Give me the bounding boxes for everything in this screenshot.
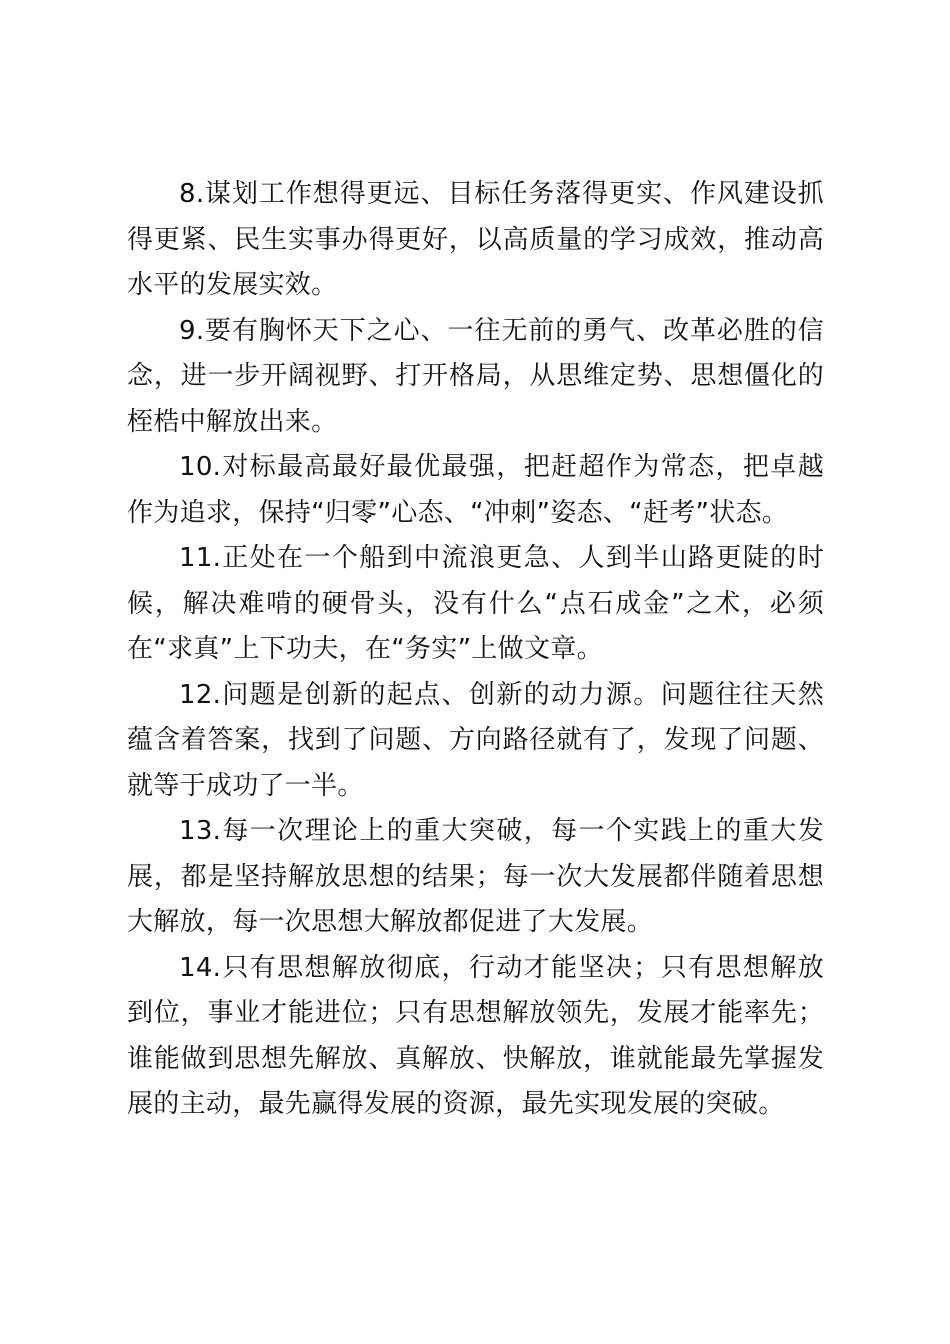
paragraph-11: 11.正处在一个船到中流浪更急、人到半山路更陡的时候，解决难啃的硬骨头，没有什么“点石成金”之术，必须在“求真”上下功夫，在“务实”上做文章。 (127, 543, 824, 664)
paragraph-12: 12.问题是创新的起点、创新的动力源。问题往往天然蕴含着答案，找到了问题、方向路径就有了，发现了问题、就等于成功了一半。 (127, 679, 824, 801)
paragraph-9: 9.要有胸怀天下之心、一往无前的勇气、改革必胜的信念，进一步开阔视野、打开格局，从思维定势、思想僵化的桎梏中解放出来。 (127, 315, 824, 437)
paragraph-10: 10.对标最高最好最优最强，把赶超作为常态，把卓越作为追求，保持“归零”心态、“冲刺”姿态、“赶考”状态。 (127, 452, 824, 528)
document-body (127, 172, 824, 1128)
paragraph-8: 8.谋划工作想得更远、目标任务落得更实、作风建设抓得更紧、民生实事办得更好，以高质量的学习成效，推动高水平的发展实效。 (127, 179, 824, 300)
paragraph-14: 14.只有思想解放彻底，行动才能坚决；只有思想解放到位，事业才能进位；只有思想解放领先，发展才能率先；谁能做到思想先解放、真解放、快解放，谁就能最先掌握发展的主动，最先赢得发展的资源，最先实现发展的突破。 (127, 952, 824, 1119)
paragraph-13: 13.每一次理论上的重大突破，每一个实践上的重大发展，都是坚持解放思想的结果；每一次大发展都伴随着思想大解放，每一次思想大解放都促进了大发展。 (127, 816, 824, 937)
